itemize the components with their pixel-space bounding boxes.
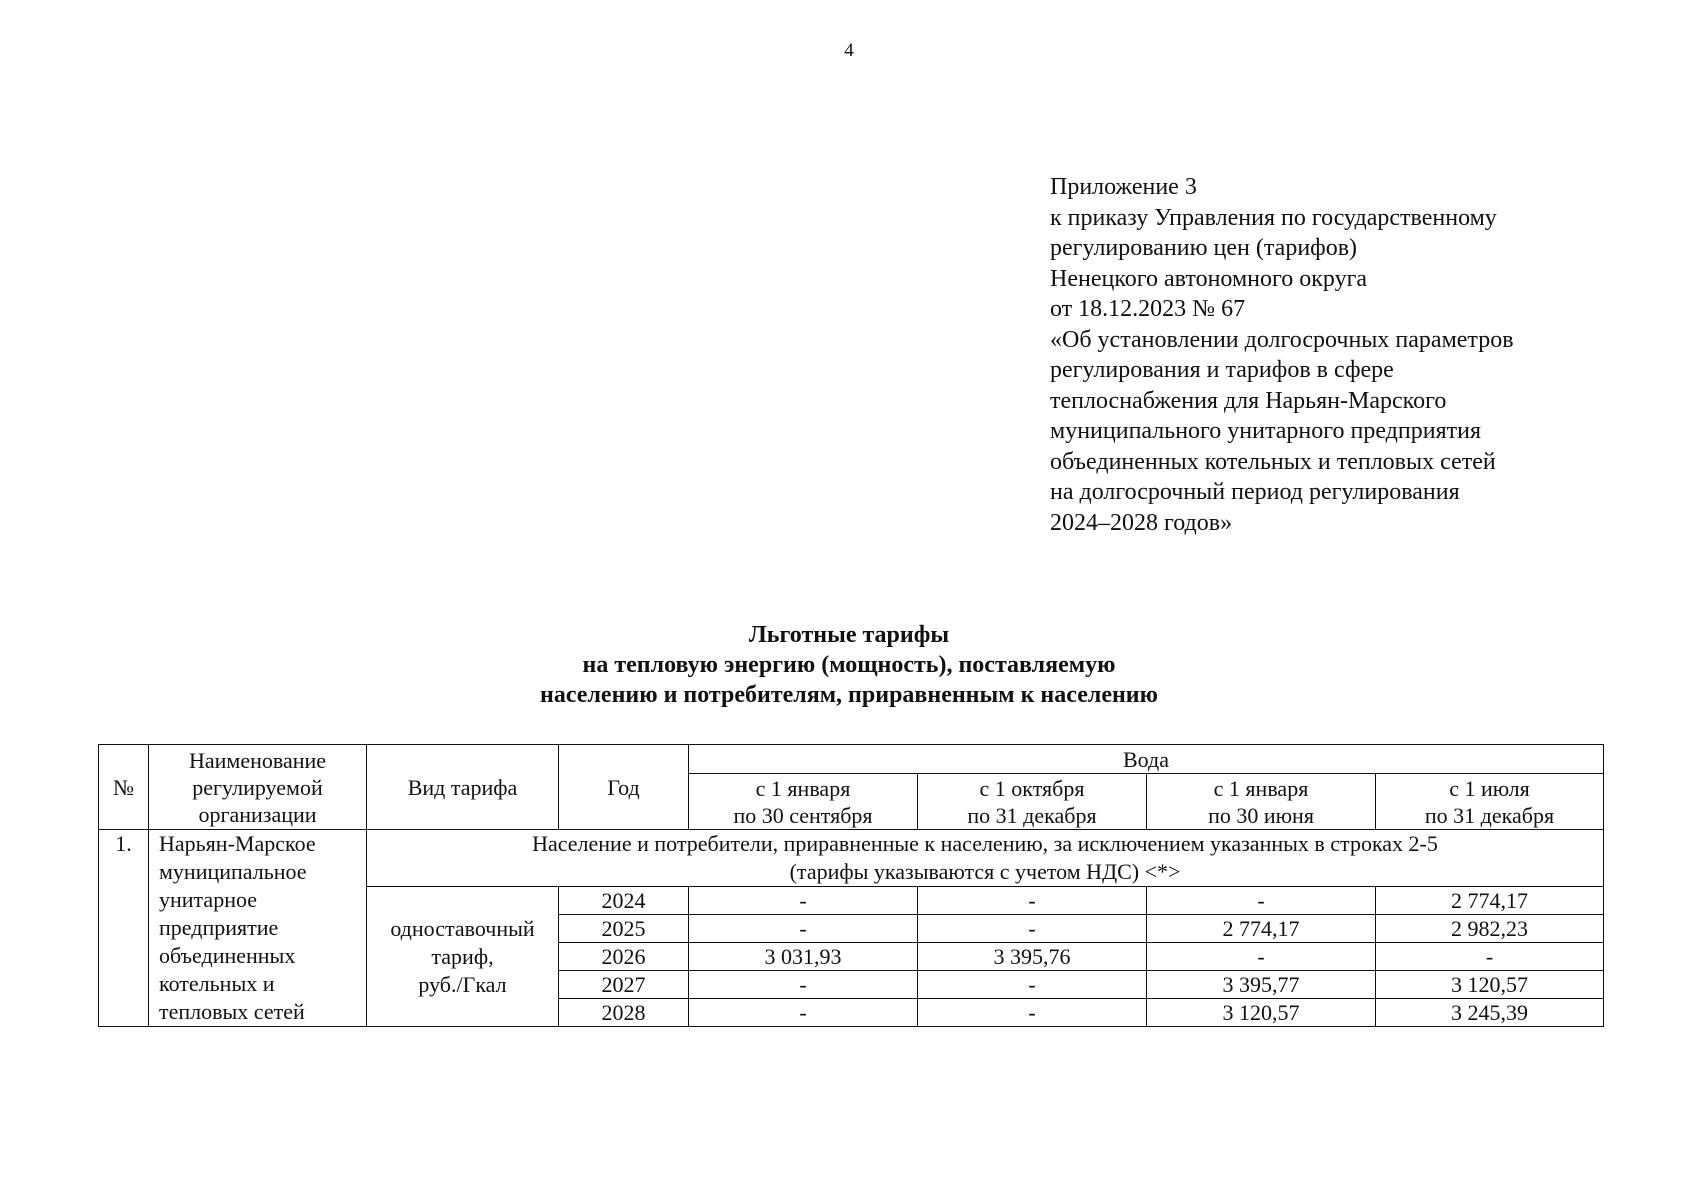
year-cell: 2028: [559, 999, 689, 1027]
appendix-line: регулированию цен (тарифов): [1050, 235, 1358, 261]
page-number: 4: [844, 40, 854, 61]
title-line: населению и потребителям, приравненным к населению: [540, 682, 1158, 708]
organization-line: муниципальное: [159, 859, 307, 884]
organization-line: объединенных: [159, 943, 296, 968]
organization-line: унитарное: [159, 887, 258, 912]
header-water-group: Вода: [689, 745, 1604, 774]
value-cell: 2 774,17: [1147, 915, 1376, 943]
row-number: 1.: [99, 830, 149, 1027]
value-cell: 3 395,77: [1147, 971, 1376, 999]
value-cell: -: [918, 971, 1147, 999]
value-cell: 3 245,39: [1376, 999, 1604, 1027]
header-organization-line: регулируемой: [192, 774, 323, 800]
appendix-block: [1050, 172, 1650, 538]
header-period: [689, 774, 918, 830]
header-year: Год: [559, 745, 689, 830]
organization-line: предприятие: [159, 915, 279, 940]
value-cell: -: [689, 999, 918, 1027]
header-period-end: по 31 декабря: [967, 802, 1097, 828]
organization-line: тепловых сетей: [159, 999, 305, 1024]
group-heading-row: [99, 830, 1604, 887]
header-period-end: по 31 декабря: [1424, 802, 1555, 828]
tariff-type-line: руб./Гкал: [418, 971, 507, 997]
appendix-line: муниципального унитарного предприятия: [1050, 418, 1481, 444]
value-cell: 2 982,23: [1376, 915, 1604, 943]
header-number: №: [99, 745, 149, 830]
value-cell: -: [918, 999, 1147, 1027]
group-heading-line: (тарифы указываются с учетом НДС) <*>: [789, 859, 1181, 884]
tariff-type-line: тариф,: [431, 943, 494, 969]
header-organization-line: организации: [198, 801, 317, 827]
group-heading: [367, 830, 1604, 887]
header-organization: [149, 745, 367, 830]
header-period-start: с 1 января: [1213, 775, 1309, 801]
tariff-table: [98, 744, 1604, 1027]
year-cell: 2026: [559, 943, 689, 971]
group-heading-line: Население и потребители, приравненные к населению, за исключением указанных в строках 2-5: [532, 831, 1438, 856]
appendix-line: Приложение 3: [1050, 174, 1197, 200]
year-cell: 2024: [559, 887, 689, 915]
organization-line: котельных и: [159, 971, 275, 996]
appendix-line: объединенных котельных и тепловых сетей: [1050, 448, 1496, 475]
header-organization-line: Наименование: [188, 747, 327, 773]
header-period-end: по 30 июня: [1208, 802, 1314, 828]
value-cell: 3 120,57: [1376, 971, 1604, 999]
value-cell: -: [1376, 943, 1604, 971]
title-line: Льготные тарифы: [748, 622, 950, 648]
value-cell: 2 774,17: [1376, 887, 1604, 915]
tariff-type: [367, 887, 559, 1027]
value-cell: 3 031,93: [689, 943, 918, 971]
value-cell: -: [689, 915, 918, 943]
organization-name: [149, 830, 367, 1027]
appendix-line: к приказу Управления по государственному: [1050, 204, 1497, 231]
appendix-line: Ненецкого автономного округа: [1050, 265, 1368, 292]
appendix-line: на долгосрочный период регулирования: [1050, 479, 1460, 505]
value-cell: -: [1147, 943, 1376, 971]
header-period: [1376, 774, 1604, 830]
header-period-start: с 1 января: [755, 775, 851, 801]
value-cell: -: [918, 887, 1147, 915]
header-period: [918, 774, 1147, 830]
appendix-line: от 18.12.2023 № 67: [1050, 296, 1246, 322]
year-cell: 2025: [559, 915, 689, 943]
value-cell: -: [689, 887, 918, 915]
value-cell: 3 395,76: [918, 943, 1147, 971]
document-title: [0, 620, 1698, 710]
header-period-start: с 1 июля: [1449, 775, 1530, 801]
year-cell: 2027: [559, 971, 689, 999]
appendix-line: 2024–2028 годов»: [1050, 509, 1233, 536]
organization-line: Нарьян-Марское: [159, 831, 316, 856]
value-cell: -: [689, 971, 918, 999]
header-period-end: по 30 сентября: [733, 802, 873, 828]
value-cell: 3 120,57: [1147, 999, 1376, 1027]
header-period-start: с 1 октября: [979, 775, 1085, 801]
value-cell: -: [918, 915, 1147, 943]
header-row: [99, 745, 1604, 774]
value-cell: -: [1147, 887, 1376, 915]
appendix-line: регулирования и тарифов в сфере: [1050, 357, 1394, 383]
title-line: на тепловую энергию (мощность), поставляемую: [582, 652, 1116, 678]
appendix-line: «Об установлении долгосрочных параметров: [1050, 326, 1514, 353]
header-tariff-type: Вид тарифа: [367, 745, 559, 830]
header-period: [1147, 774, 1376, 830]
appendix-line: теплоснабжения для Нарьян-Марского: [1050, 387, 1447, 414]
tariff-type-line: одноставочный: [390, 915, 535, 941]
